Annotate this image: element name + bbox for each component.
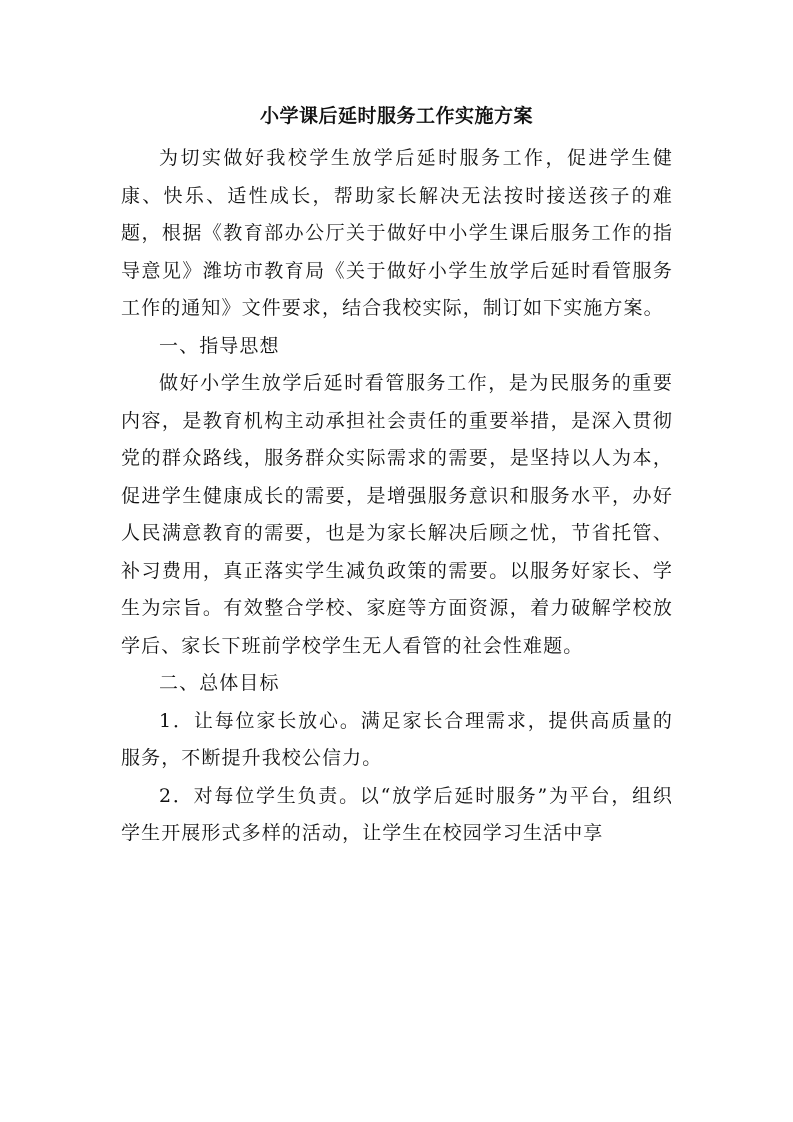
document-title: 小学课后延时服务工作实施方案 xyxy=(259,105,533,127)
goal-item-2: 2．对每位学生负责。以“放学后延时服务”为平台，组织学生开展形式多样的活动，让学生在校园学习生活中享 xyxy=(121,784,673,844)
guiding-ideology-paragraph: 做好小学生放学后延时看管服务工作，是为民服务的重要内容，是教育机构主动承担社会责任的重要举措，是深入贯彻党的群众路线，服务群众实际需求的需要，是坚持以人为本，促进学生健康成长的需要，是增强服务意识和服务水平，办好人民满意教育的需要，也是为家长解决后顾之忧，节省托管、补习费用，真正落实学生减负政策的需要。以服务好家长、学生为宗旨。有效整合学校、家庭等方面资源，着力破解学校放学后、家长下班前学校学生无人看管的社会性难题。 xyxy=(121,372,673,657)
document-body xyxy=(121,140,673,853)
section-heading-guiding-ideology: 一、指导思想 xyxy=(159,334,280,357)
section-heading-overall-goals: 二、总体目标 xyxy=(159,672,280,694)
goal-item-1: 1．让每位家长放心。满足家长合理需求，提供高质量的服务，不断提升我校公信力。 xyxy=(121,709,673,769)
intro-paragraph: 为切实做好我校学生放学后延时服务工作，促进学生健康、快乐、适性成长，帮助家长解决无法按时接送孩子的难题，根据《教育部办公厅关于做好中小学生课后服务工作的指导意见》潍坊市教育局《关于做好小学生放学后延时看管服务工作的通知》文件要求，结合我校实际，制订如下实施方案。 xyxy=(121,147,673,319)
